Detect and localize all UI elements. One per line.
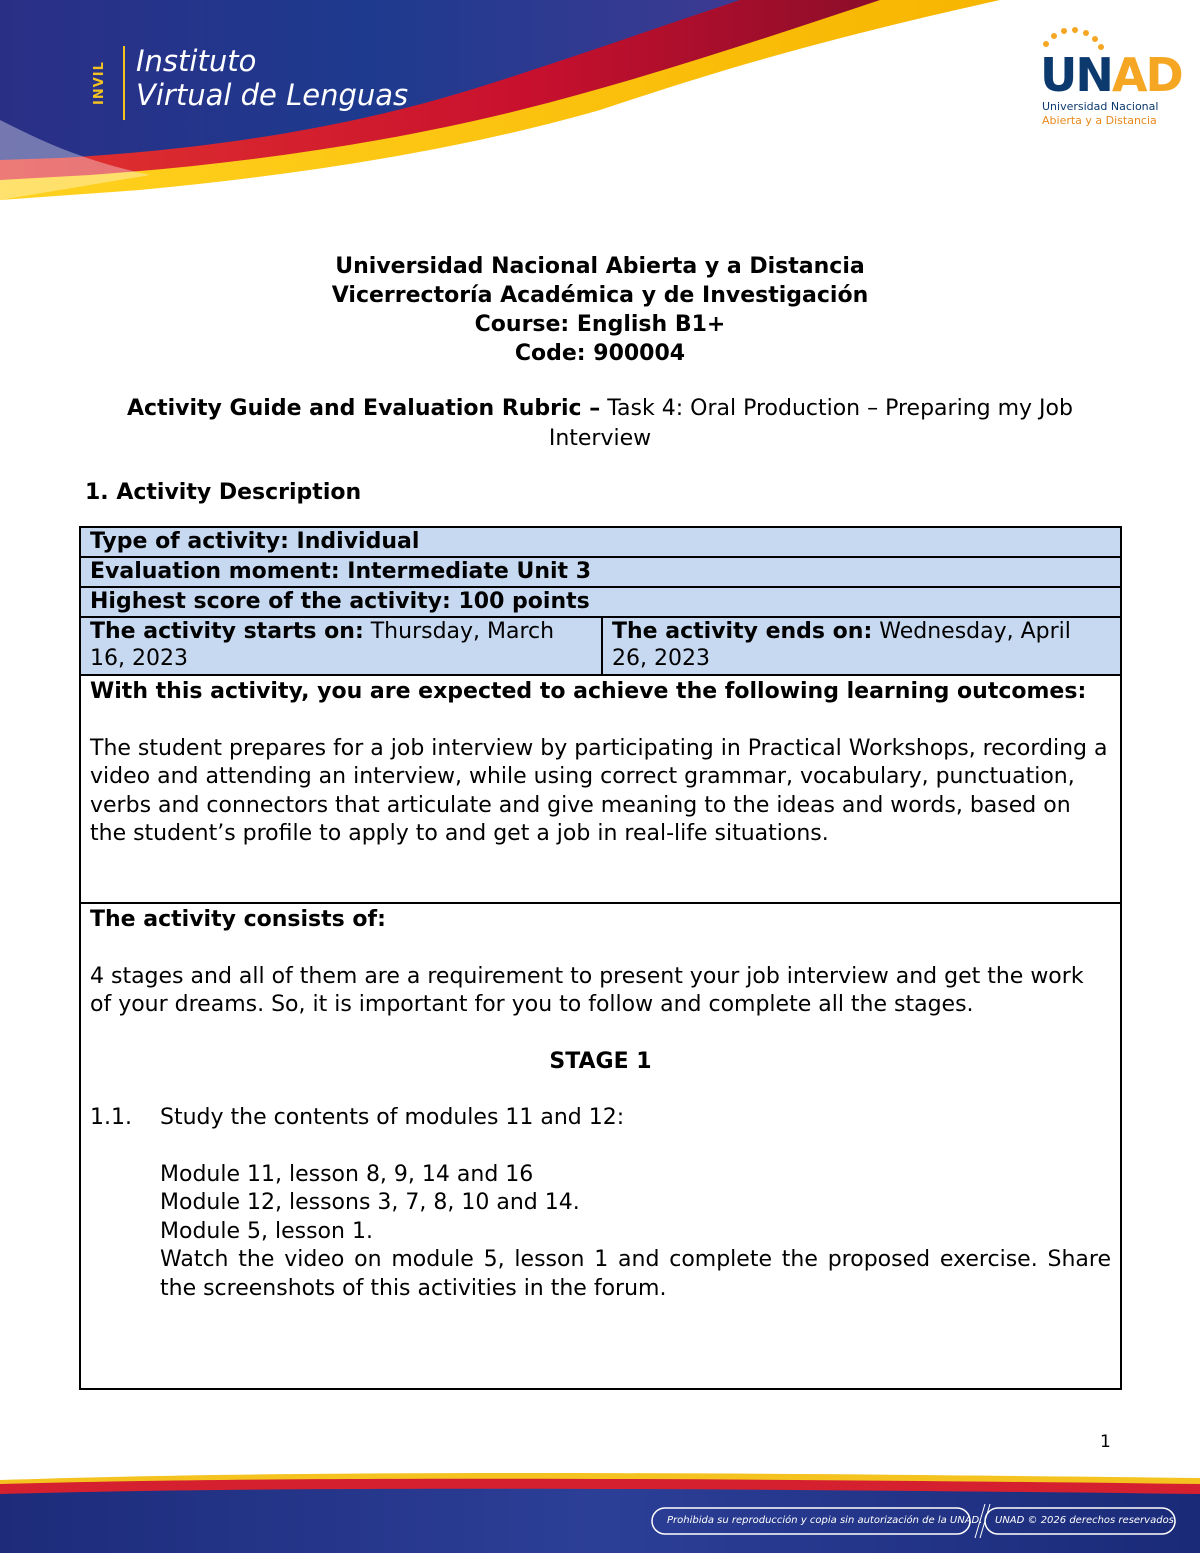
vicerrectoria-name: Vicerrectoría Académica y de Investigación: [331, 283, 869, 308]
footer-copyright: UNAD © 2026 derechos reservados.: [995, 1515, 1178, 1526]
ivl-title-line1: Instituto: [136, 44, 257, 78]
unad-wordmark: UNAD: [1040, 48, 1182, 102]
page-number: 1: [1100, 1432, 1111, 1452]
guide-title: Activity Guide and Evaluation Rubric – Task 4: Oral Production – Preparing my Job Interview: [127, 396, 1073, 451]
ivl-vertical-text: INVIL: [92, 61, 107, 105]
outcomes-heading: With this activity, you are expected to achieve the following learning outcomes:: [90, 679, 1087, 704]
activity-start-date: The activity starts on: Thursday, March 16, 2023: [80, 617, 602, 675]
activity-consists-cell: [80, 903, 1121, 1389]
stage-title: STAGE 1: [549, 1048, 652, 1074]
unad-subtitle-2: Abierta y a Distancia: [1042, 114, 1157, 127]
type-of-activity: Type of activity: Individual: [80, 527, 1121, 557]
stage-item: [90, 1104, 1111, 1133]
course-name: Course: English B1+: [474, 312, 726, 337]
watch-instructions: Watch the video on module 5, lesson 1 and complete the proposed exercise. Share the screenshots of this activities in the forum.: [160, 1247, 1111, 1301]
stage-item-text: Study the contents of modules 11 and 12:: [160, 1105, 625, 1130]
consists-text: 4 stages and all of them are a requirement to present your job interview and get the work of your dreams. So, it is important for you to follow and complete all the stages.: [90, 963, 1084, 1017]
ivl-logo: [92, 40, 432, 130]
list-item: Module 5, lesson 1.: [160, 1218, 373, 1244]
section-heading: 1. Activity Description: [85, 480, 362, 505]
outcomes-text: The student prepares for a job interview by participating in Practical Workshops, recording a video and attending an interview, while using correct grammar, vocabulary, punctuation, verbs and connectors that articulate and give meaning to the ideas and words, based on the student’s profile to apply to and get a job in real-life situations.: [90, 735, 1108, 846]
ivl-title-line2: Virtual de Lenguas: [136, 78, 409, 112]
highest-score: Highest score of the activity: 100 points: [80, 587, 1121, 617]
evaluation-moment: Evaluation moment: Intermediate Unit 3: [80, 557, 1121, 587]
course-code: Code: 900004: [514, 341, 686, 366]
consists-heading: The activity consists of:: [90, 907, 386, 932]
module-list: [90, 1161, 1111, 1304]
list-item: Module 12, lessons 3, 7, 8, 10 and 14.: [160, 1190, 580, 1215]
list-item: Module 11, lesson 8, 9, 14 and 16: [160, 1161, 534, 1187]
activity-table: [79, 526, 1122, 1390]
university-name: Universidad Nacional Abierta y a Distancia: [335, 254, 865, 279]
document-title-block: [0, 252, 1200, 368]
unad-subtitle-1: Universidad Nacional: [1042, 100, 1159, 113]
ivl-divider: [123, 46, 125, 120]
learning-outcomes-cell: [80, 675, 1121, 903]
footer-reproduction-notice: Prohibida su reproducción y copia sin autorización de la UNAD.: [667, 1515, 983, 1526]
activity-end-date: The activity ends on: Wednesday, April 26, 2023: [602, 617, 1121, 675]
stage-item-number: 1.1.: [90, 1105, 132, 1130]
unad-logo: [1030, 26, 1182, 136]
